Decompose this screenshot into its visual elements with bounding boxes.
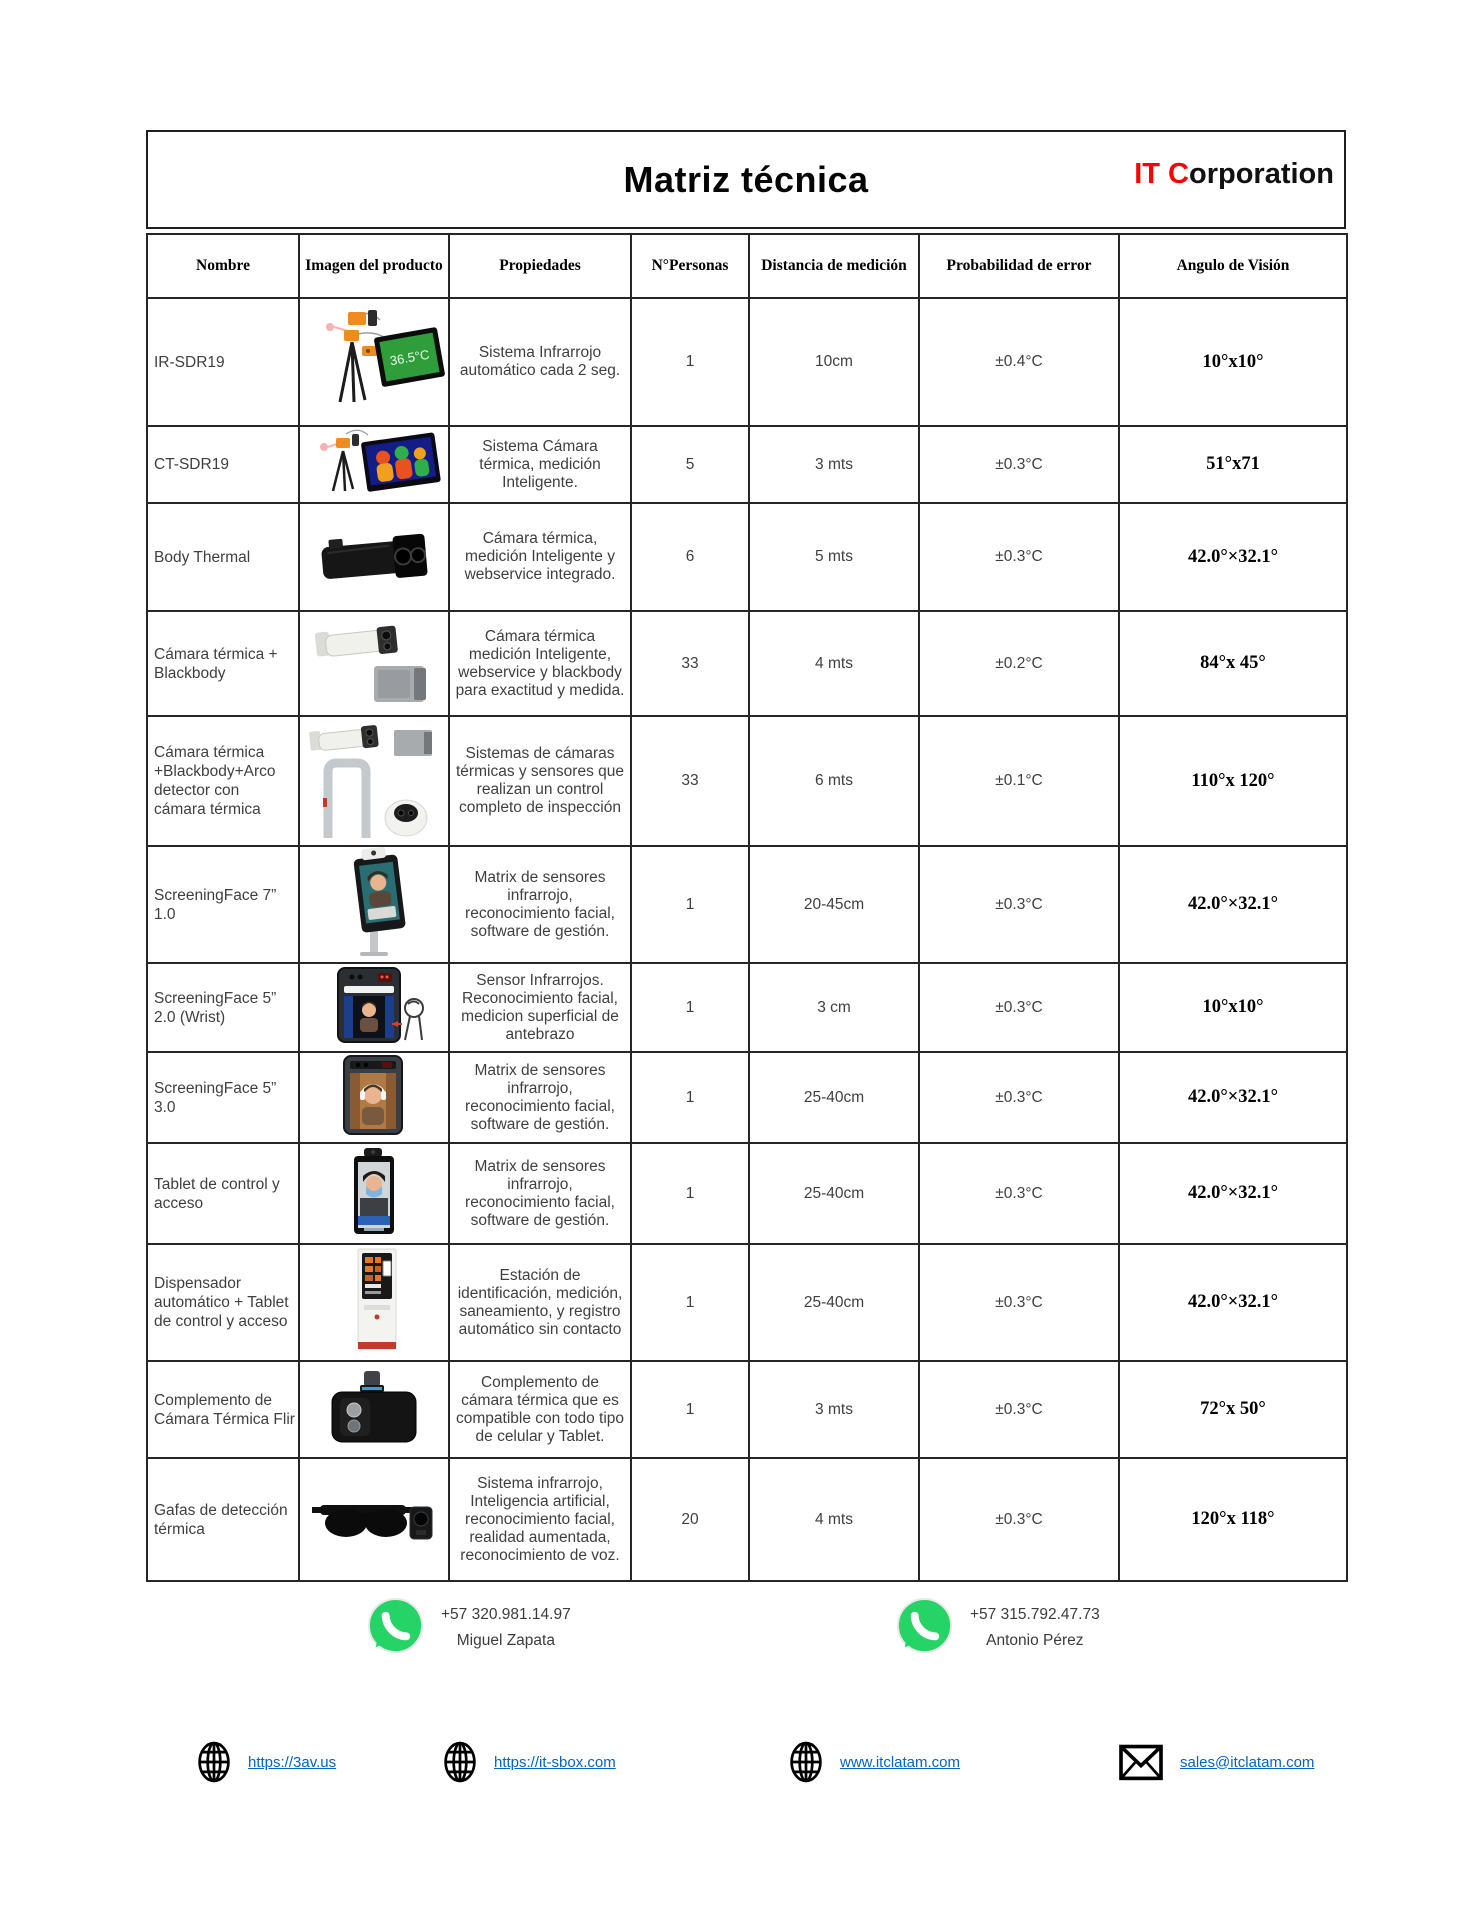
- personas-value: 1: [631, 1052, 749, 1143]
- product-name: CT-SDR19: [147, 426, 299, 503]
- angulo-value: 42.0°×32.1°: [1119, 503, 1347, 611]
- distancia-value: 3 cm: [749, 963, 919, 1052]
- contact-name: Miguel Zapata: [456, 1631, 555, 1649]
- error-value: ±0.3°C: [919, 846, 1119, 963]
- link-itclatam[interactable]: www.itclatam.com: [840, 1753, 961, 1771]
- product-description: Sistema infrarrojo, Inteligencia artificial, reconocimiento facial, realidad aumentada, reconocimiento de voz.: [449, 1458, 631, 1581]
- distancia-value: 25-40cm: [749, 1052, 919, 1143]
- error-value: ±0.3°C: [919, 426, 1119, 503]
- product-image-cell: [299, 503, 449, 611]
- distancia-value: 4 mts: [749, 1458, 919, 1581]
- globe-icon: [442, 1740, 478, 1784]
- table-row: [147, 1143, 1347, 1244]
- product-description: Complemento de cámara térmica que es compatible con todo tipo de celular y Tablet.: [449, 1361, 631, 1458]
- distancia-value: 3 mts: [749, 1361, 919, 1458]
- col-header-error: Probabilidad de error: [919, 234, 1119, 298]
- personas-value: 1: [631, 1244, 749, 1361]
- globe-icon: [788, 1740, 824, 1784]
- dispensador-product-image: [302, 1245, 446, 1355]
- table-row: [147, 426, 1347, 503]
- footer-link-email: [1118, 1742, 1314, 1782]
- link-itsbox[interactable]: https://it-sbox.com: [494, 1753, 616, 1771]
- camara-blackbody-product-image: [302, 612, 446, 710]
- ct-sdr19-product-image: [302, 427, 446, 497]
- title-band: [146, 130, 1346, 229]
- personas-value: 5: [631, 426, 749, 503]
- product-name: Dispensador automático + Tablet de control y acceso: [147, 1244, 299, 1361]
- table-row: [147, 1244, 1347, 1361]
- product-name: Cámara térmica +Blackbody+Arco detector con cámara térmica: [147, 716, 299, 846]
- screeningface5-3-product-image: [302, 1053, 446, 1137]
- globe-icon: [196, 1740, 232, 1784]
- distancia-value: 6 mts: [749, 716, 919, 846]
- product-description: Cámara térmica medición Inteligente, webservice y blackbody para exactitud y medida.: [449, 611, 631, 716]
- col-header-imagen: Imagen del producto: [299, 234, 449, 298]
- distancia-value: 20-45cm: [749, 846, 919, 963]
- email-envelope-icon: [1118, 1742, 1164, 1782]
- contact-info: [441, 1602, 571, 1654]
- angulo-value: 10°x10°: [1119, 298, 1347, 426]
- error-value: ±0.3°C: [919, 1458, 1119, 1581]
- gafas-termicas-product-image: [302, 1477, 446, 1557]
- angulo-value: 51°x71: [1119, 426, 1347, 503]
- product-image-cell: [299, 1361, 449, 1458]
- product-image-cell: [299, 426, 449, 503]
- distancia-value: 5 mts: [749, 503, 919, 611]
- distancia-value: 10cm: [749, 298, 919, 426]
- table-row: [147, 846, 1347, 963]
- error-value: ±0.3°C: [919, 1361, 1119, 1458]
- product-image-cell: [299, 298, 449, 426]
- footer-link-itsbox: [442, 1740, 616, 1784]
- product-image-cell: [299, 963, 449, 1052]
- table-row: [147, 1361, 1347, 1458]
- technical-matrix-table: [146, 233, 1348, 1582]
- product-name: ScreeningFace 7” 1.0: [147, 846, 299, 963]
- product-name: Gafas de detección térmica: [147, 1458, 299, 1581]
- link-sales-email[interactable]: sales@itclatam.com: [1180, 1753, 1315, 1771]
- table-row: [147, 1052, 1347, 1143]
- angulo-value: 42.0°×32.1°: [1119, 846, 1347, 963]
- personas-value: 20: [631, 1458, 749, 1581]
- personas-value: 1: [631, 298, 749, 426]
- product-name: Cámara térmica + Blackbody: [147, 611, 299, 716]
- body-thermal-product-image: [302, 507, 446, 603]
- distancia-value: 25-40cm: [749, 1143, 919, 1244]
- tablet-acceso-product-image: [302, 1144, 446, 1238]
- distancia-value: 4 mts: [749, 611, 919, 716]
- personas-value: 33: [631, 611, 749, 716]
- angulo-value: 42.0°×32.1°: [1119, 1143, 1347, 1244]
- angulo-value: 84°x 45°: [1119, 611, 1347, 716]
- flir-complemento-product-image: [302, 1363, 446, 1451]
- personas-value: 1: [631, 1361, 749, 1458]
- product-description: Matrix de sensores infrarrojo, reconocimiento facial, software de gestión.: [449, 846, 631, 963]
- table-row: [147, 298, 1347, 426]
- personas-value: 1: [631, 963, 749, 1052]
- col-header-distancia: Distancia de medición: [749, 234, 919, 298]
- angulo-value: 42.0°×32.1°: [1119, 1052, 1347, 1143]
- page-title: Matriz técnica: [623, 158, 869, 200]
- personas-value: 33: [631, 716, 749, 846]
- brand-logo: [1134, 158, 1334, 191]
- angulo-value: 10°x10°: [1119, 963, 1347, 1052]
- product-name: ScreeningFace 5” 3.0: [147, 1052, 299, 1143]
- screeningface7-product-image: [302, 847, 446, 957]
- product-image-cell: [299, 611, 449, 716]
- distancia-value: 25-40cm: [749, 1244, 919, 1361]
- product-description: Cámara térmica, medición Inteligente y webservice integrado.: [449, 503, 631, 611]
- screeningface5-wrist-product-image: [302, 964, 446, 1046]
- distancia-value: 3 mts: [749, 426, 919, 503]
- contact-info: [970, 1602, 1100, 1654]
- table-row: [147, 503, 1347, 611]
- error-value: ±0.2°C: [919, 611, 1119, 716]
- link-3av[interactable]: https://3av.us: [248, 1753, 337, 1771]
- product-description: Estación de identificación, medición, saneamiento, y registro automático sin contacto: [449, 1244, 631, 1361]
- product-name: Body Thermal: [147, 503, 299, 611]
- personas-value: 1: [631, 1143, 749, 1244]
- error-value: ±0.1°C: [919, 716, 1119, 846]
- product-description: Matrix de sensores infrarrojo, reconocimiento facial, software de gestión.: [449, 1143, 631, 1244]
- error-value: ±0.3°C: [919, 1052, 1119, 1143]
- camara-arco-product-image: [302, 718, 446, 840]
- col-header-nombre: Nombre: [147, 234, 299, 298]
- product-image-cell: [299, 1143, 449, 1244]
- table-row: [147, 963, 1347, 1052]
- angulo-value: 120°x 118°: [1119, 1458, 1347, 1581]
- product-description: Sistemas de cámaras térmicas y sensores que realizan un control completo de inspección: [449, 716, 631, 846]
- product-name: IR-SDR19: [147, 298, 299, 426]
- product-description: Sistema Infrarrojo automático cada 2 seg.: [449, 298, 631, 426]
- footer-link-itclatam: [788, 1740, 960, 1784]
- error-value: ±0.3°C: [919, 963, 1119, 1052]
- brand-logo-black: orporation: [1189, 158, 1334, 190]
- error-value: ±0.3°C: [919, 503, 1119, 611]
- product-description: Matrix de sensores infrarrojo, reconocimiento facial, software de gestión.: [449, 1052, 631, 1143]
- personas-value: 6: [631, 503, 749, 611]
- col-header-propiedades: Propiedades: [449, 234, 631, 298]
- personas-value: 1: [631, 846, 749, 963]
- product-image-cell: [299, 716, 449, 846]
- product-image-cell: [299, 1458, 449, 1581]
- error-value: ±0.3°C: [919, 1143, 1119, 1244]
- angulo-value: 110°x 120°: [1119, 716, 1347, 846]
- product-description: Sensor Infrarrojos. Reconocimiento facial, medicion superficial de antebrazo: [449, 963, 631, 1052]
- whatsapp-contact-1[interactable]: [364, 1596, 571, 1659]
- error-value: ±0.3°C: [919, 1244, 1119, 1361]
- footer-link-3av: [196, 1740, 336, 1784]
- table-row: [147, 716, 1347, 846]
- brand-logo-red: IT C: [1134, 158, 1189, 190]
- error-value: ±0.4°C: [919, 298, 1119, 426]
- col-header-angulo: Angulo de Visión: [1119, 234, 1347, 298]
- product-name: Tablet de control y acceso: [147, 1143, 299, 1244]
- whatsapp-icon: [893, 1596, 956, 1659]
- product-name: ScreeningFace 5” 2.0 (Wrist): [147, 963, 299, 1052]
- contact-phone: +57 320.981.14.97: [441, 1605, 571, 1623]
- product-name: Complemento de Cámara Térmica Flir: [147, 1361, 299, 1458]
- monitor-temperature-text: 36.5°C: [388, 346, 431, 368]
- whatsapp-contact-2[interactable]: [893, 1596, 1100, 1659]
- product-image-cell: [299, 846, 449, 963]
- contact-phone: +57 315.792.47.73: [970, 1605, 1100, 1623]
- col-header-personas: N°Personas: [631, 234, 749, 298]
- table-row: [147, 1458, 1347, 1581]
- product-description: Sistema Cámara térmica, medición Inteligente.: [449, 426, 631, 503]
- product-image-cell: [299, 1052, 449, 1143]
- table-header-row: [147, 234, 1347, 298]
- whatsapp-icon: [364, 1596, 427, 1659]
- angulo-value: 42.0°×32.1°: [1119, 1244, 1347, 1361]
- contact-name: Antonio Pérez: [986, 1631, 1084, 1649]
- table-row: [147, 611, 1347, 716]
- angulo-value: 72°x 50°: [1119, 1361, 1347, 1458]
- ir-sdr19-product-image: [302, 300, 446, 420]
- product-image-cell: [299, 1244, 449, 1361]
